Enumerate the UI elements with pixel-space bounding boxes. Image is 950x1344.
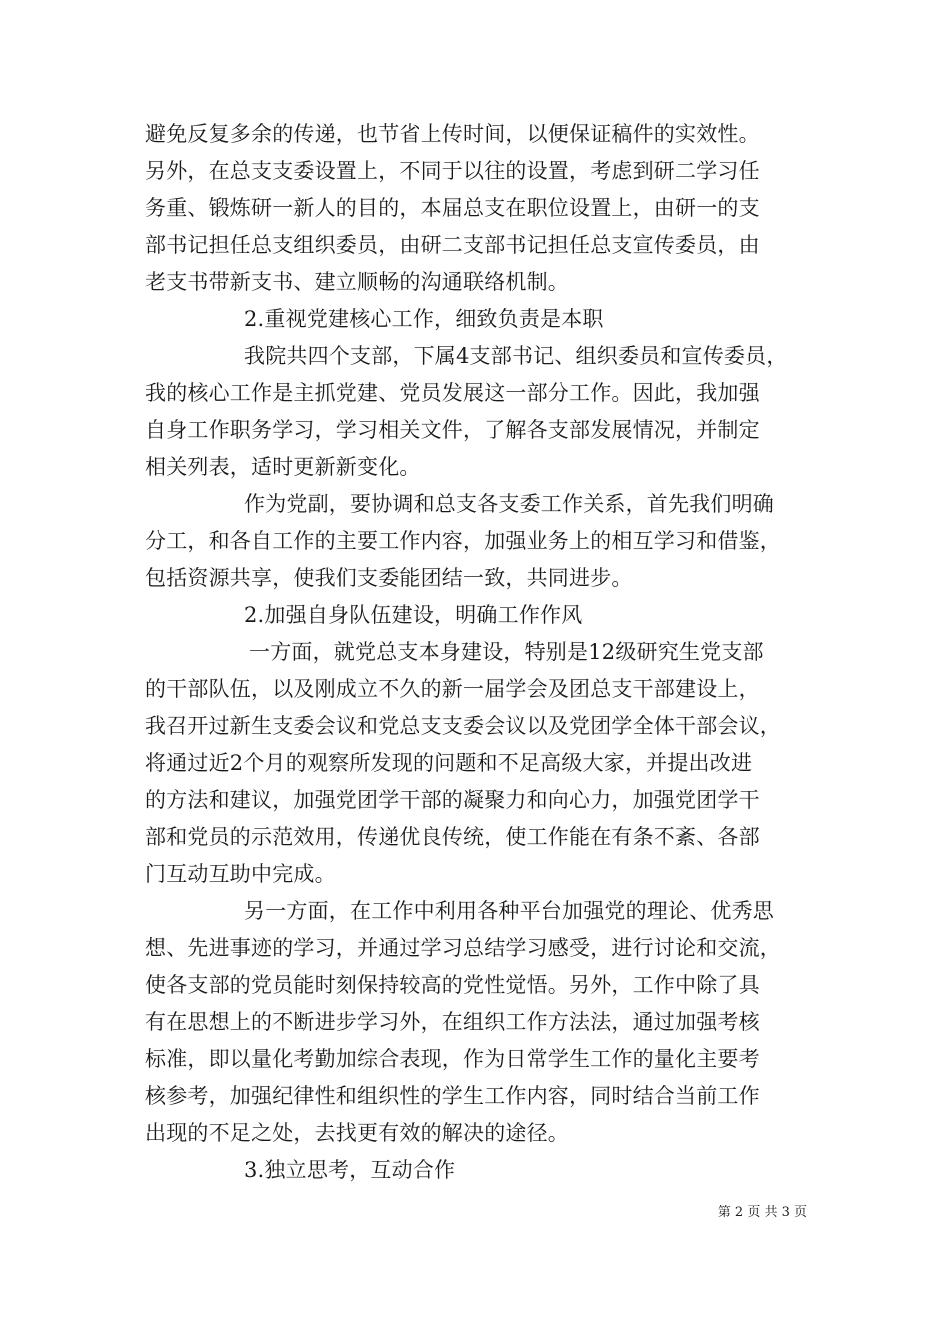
paragraph-start-line: 作为党副，要协调和总支各支委工作关系，首先我们明确	[244, 492, 774, 516]
text-line: 出现的不足之处，去找更有效的解决的途径。	[145, 1121, 569, 1145]
text-line: 将通过近2个月的观察所发现的问题和不足高级大家，并提出改进	[145, 751, 753, 775]
text-line: 部书记担任总支组织委员，由研二支部书记担任总支宣传委员，由	[145, 233, 760, 257]
paragraph-start-line: 3.独立思考，互动合作	[244, 1158, 456, 1182]
text-line: 部和党员的示范效用，传递优良传统，使工作能在有条不紊、各部	[145, 825, 760, 849]
text-line: 老支书带新支书、建立顺畅的沟通联络机制。	[145, 270, 569, 294]
paragraph-start-line: 2.加强自身队伍建设，明确工作作风	[244, 603, 583, 627]
text-line: 自身工作职务学习，学习相关文件，了解各支部发展情况，并制定	[145, 418, 760, 442]
document-body	[145, 116, 810, 1189]
text-line: 标准，即以量化考勤加综合表现，作为日常学生工作的量化主要考	[145, 1047, 760, 1071]
text-line: 门互动互助中完成。	[145, 862, 336, 886]
paragraph-start-line: 我院共四个支部，下属4支部书记、组织委员和宣传委员，	[244, 344, 788, 368]
text-line: 另外，在总支支委设置上，不同于以往的设置，考虑到研二学习任	[145, 159, 760, 183]
text-line: 的干部队伍，以及刚成立不久的新一届学会及团总支干部建设上，	[145, 677, 760, 701]
text-line: 核参考，加强纪律性和组织性的学生工作内容，同时结合当前工作	[145, 1084, 760, 1108]
text-line: 我召开过新生支委会议和党总支支委会议以及党团学全体干部会议，	[145, 714, 781, 738]
text-line: 相关列表，适时更新新变化。	[145, 455, 421, 479]
paragraph-start-line: 2.重视党建核心工作，细致负责是本职	[244, 307, 604, 331]
paragraph-start-line: 一方面，就党总支本身建设，特别是12级研究生党支部	[249, 640, 764, 664]
text-line: 使各支部的党员能时刻保持较高的党性觉悟。另外，工作中除了具	[145, 973, 760, 997]
text-line: 我的核心工作是主抓党建、党员发展这一部分工作。因此，我加强	[145, 381, 760, 405]
text-line: 想、先进事迹的学习，并通过学习总结学习感受，进行讨论和交流，	[145, 936, 781, 960]
text-line: 避免反复多余的传递，也节省上传时间，以便保证稿件的实效性。	[145, 122, 760, 146]
text-line: 务重、锻炼研一新人的目的，本届总支在职位设置上，由研一的支	[145, 196, 760, 220]
page-number: 第 2 页 共 3 页	[717, 1205, 807, 1220]
text-line: 分工，和各自工作的主要工作内容，加强业务上的相互学习和借鉴，	[145, 529, 781, 553]
text-line: 的方法和建议，加强党团学干部的凝聚力和向心力，加强党团学干	[145, 788, 760, 812]
text-line: 有在思想上的不断进步学习外，在组织工作方法法，通过加强考核	[145, 1010, 760, 1034]
text-line: 包括资源共享，使我们支委能团结一致，共同进步。	[145, 566, 633, 590]
paragraph-start-line: 另一方面，在工作中利用各种平台加强党的理论、优秀思	[244, 899, 774, 923]
